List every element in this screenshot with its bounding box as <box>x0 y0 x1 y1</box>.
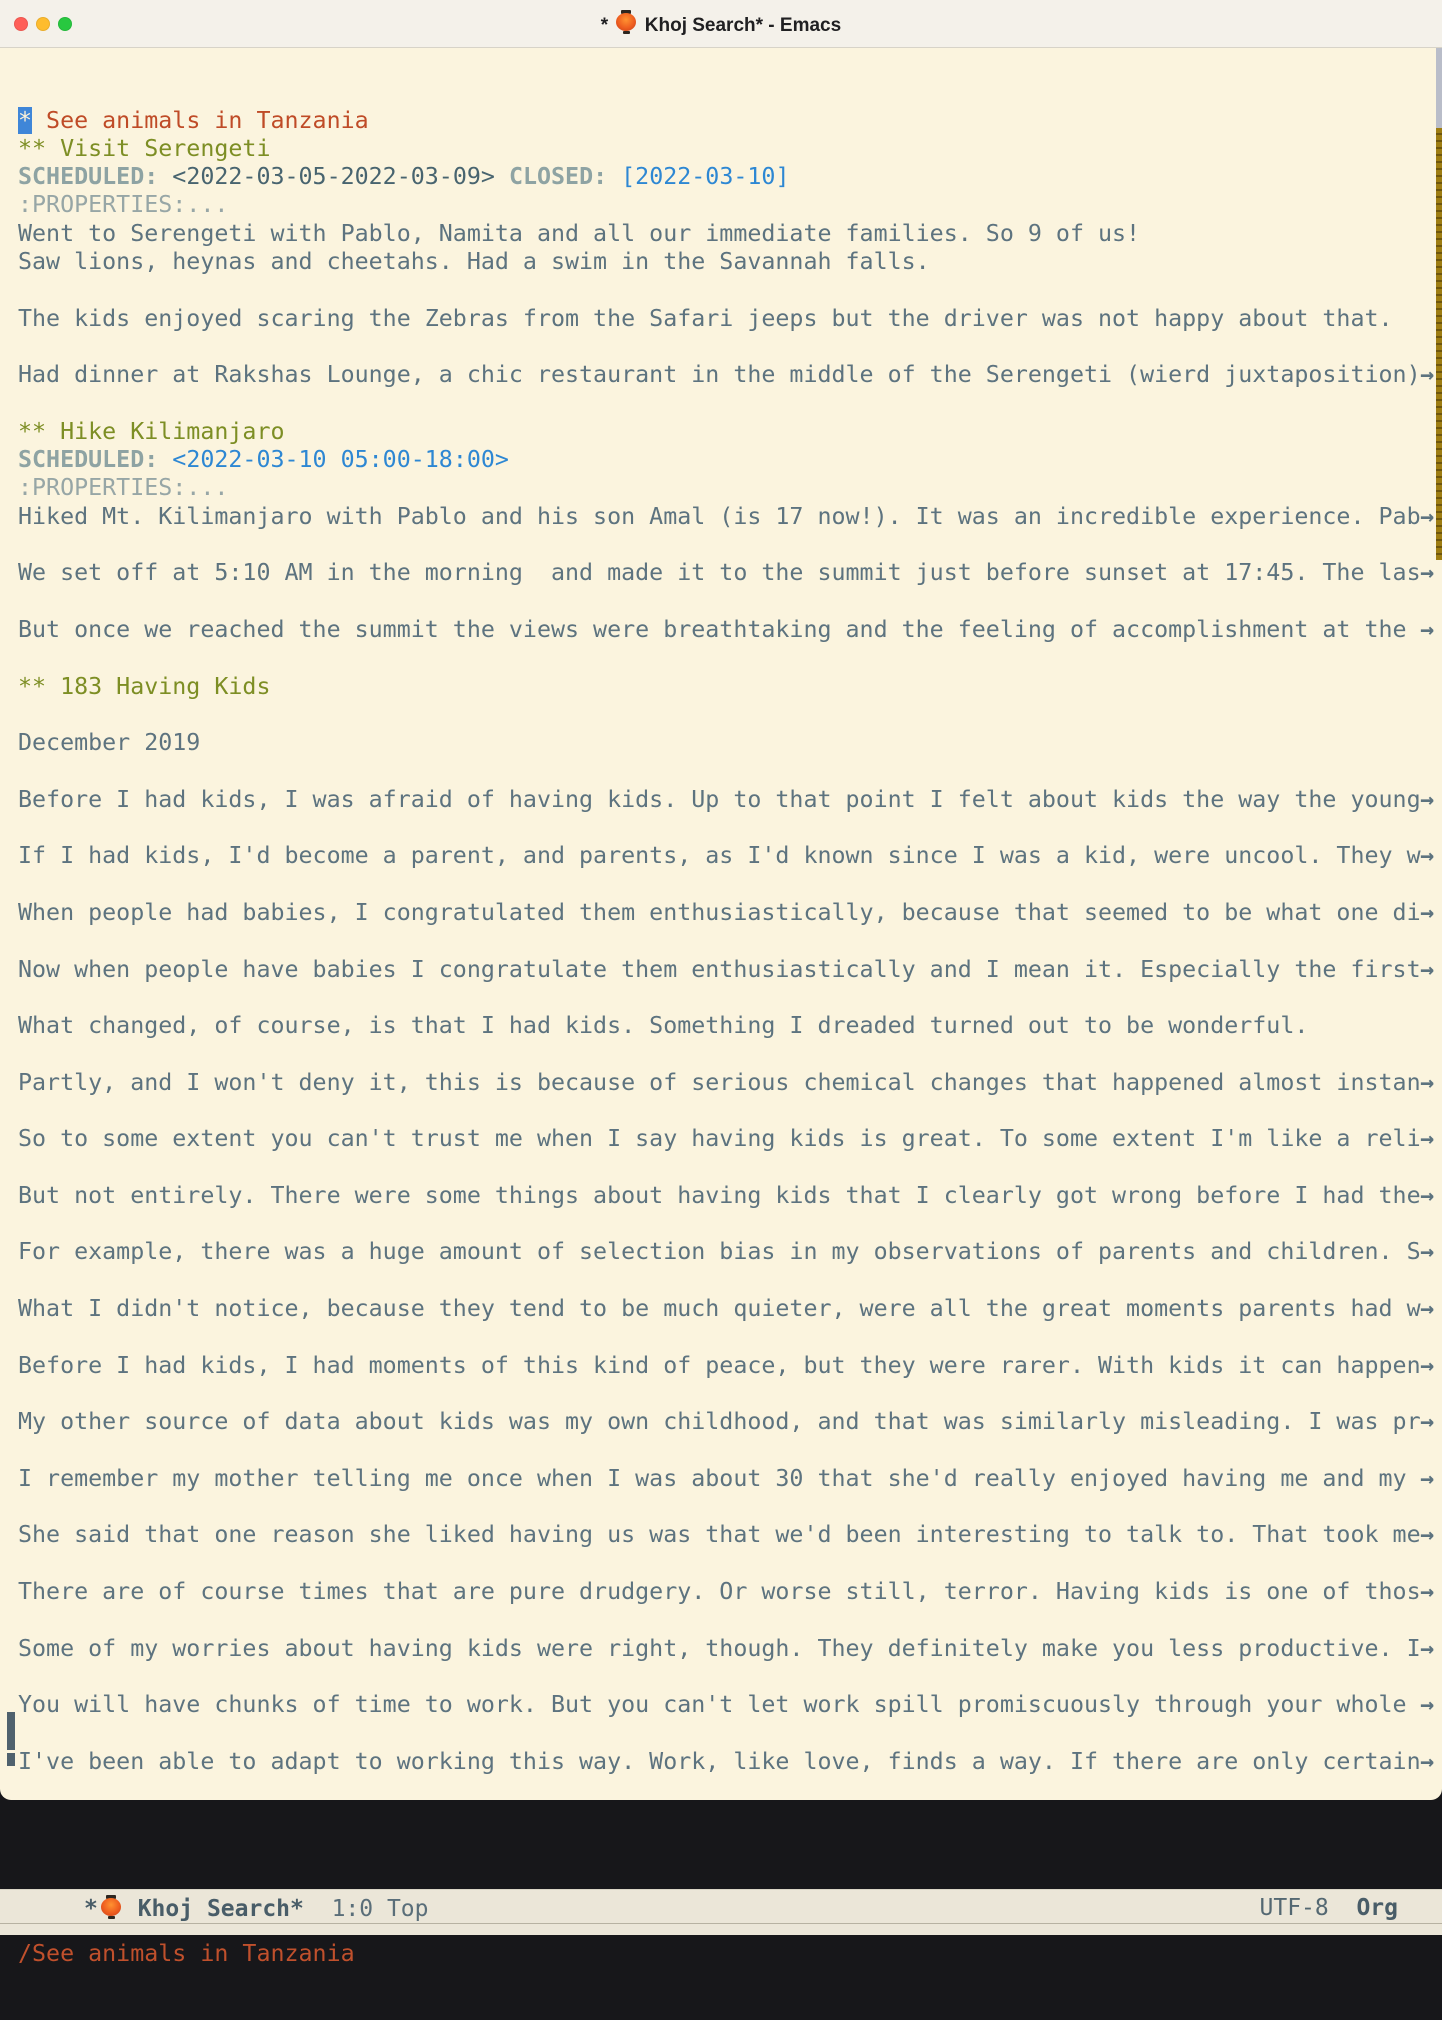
title-bar <box>0 0 1442 48</box>
org-heading-1: See animals in Tanzania <box>32 106 369 134</box>
buffer-line <box>18 248 1442 276</box>
body-text: She said that one reason she liked having us was that we'd been interesting to talk to. That took me <box>18 1521 1421 1549</box>
buffer-line <box>18 899 1442 927</box>
truncation-arrow-icon: → <box>1419 955 1434 983</box>
buffer-line <box>18 1295 1442 1323</box>
body-text: I remember my mother telling me once when I was about 30 that she'd really enjoyed having me and my <box>18 1464 1421 1492</box>
buffer-line <box>18 1040 1442 1068</box>
close-button[interactable] <box>14 17 28 31</box>
truncation-arrow-icon: → <box>1419 1295 1434 1323</box>
buffer-line <box>18 1069 1442 1097</box>
truncation-arrow-icon: → <box>1419 1408 1434 1436</box>
buffer-line <box>18 1521 1442 1549</box>
body-text: Hiked Mt. Kilimanjaro with Pablo and his son Amal (is 17 now!). It was an incredible experience. Pab <box>18 502 1421 530</box>
lantern-icon <box>100 1895 122 1920</box>
org-properties-drawer: :PROPERTIES:... <box>18 191 229 219</box>
mode-line-encoding: UTF-8 <box>1259 1895 1357 1922</box>
buffer-line <box>18 531 1442 559</box>
buffer-line <box>18 135 1442 163</box>
truncation-arrow-icon: → <box>1419 1068 1434 1096</box>
buffer-line <box>18 191 1442 219</box>
right-edge-artifact-top <box>1436 48 1442 128</box>
truncation-arrow-icon: → <box>1419 785 1434 813</box>
cursor: * <box>18 106 33 134</box>
buffer-line <box>18 1465 1442 1493</box>
buffer-line <box>18 1012 1442 1040</box>
buffer-line <box>18 305 1442 333</box>
window-title <box>0 10 1442 37</box>
org-heading-2: ** Hike Kilimanjaro <box>18 417 285 445</box>
mode-line-buffer-name: Khoj Search* <box>123 1896 304 1923</box>
body-text: The kids enjoyed scaring the Zebras from the Safari jeeps but the driver was not happy about that. <box>18 304 1393 332</box>
body-text: I've been able to adapt to working this way. Work, like love, finds a way. If there are only certain <box>18 1747 1421 1775</box>
truncation-arrow-icon: → <box>1419 1521 1434 1549</box>
body-text: My other source of data about kids was my own childhood, and that was similarly misleading. I was pr <box>18 1408 1421 1436</box>
body-text <box>158 163 172 190</box>
buffer-line <box>18 333 1442 361</box>
truncation-arrow-icon: → <box>1419 1691 1434 1719</box>
body-text: Some of my worries about having kids were right, though. They definitely make you less productive. I <box>18 1634 1421 1662</box>
window-title-prefix: * <box>600 15 614 36</box>
truncation-arrow-icon: → <box>1419 1181 1434 1209</box>
minimize-button[interactable] <box>36 17 50 31</box>
buffer-line <box>18 984 1442 1012</box>
buffer-line <box>18 361 1442 389</box>
body-text: Partly, and I won't deny it, this is because of serious chemical changes that happened almost instan <box>18 1068 1421 1096</box>
body-text: For example, there was a huge amount of selection bias in my observations of parents and children. S <box>18 1238 1421 1266</box>
buffer-line <box>18 1154 1442 1182</box>
body-text: Before I had kids, I had moments of this kind of peace, but they were rarer. With kids it can happen <box>18 1351 1421 1379</box>
body-text: Had dinner at Rakshas Lounge, a chic restaurant in the middle of the Serengeti (wierd juxtaposition) <box>18 361 1421 389</box>
buffer-line <box>18 1125 1442 1153</box>
org-properties-drawer: :PROPERTIES:... <box>18 474 229 502</box>
truncation-arrow-icon: → <box>1419 1578 1434 1606</box>
buffer-line <box>18 814 1442 842</box>
truncation-arrow-icon: → <box>1419 615 1434 643</box>
mode-line-position: 1:0 Top <box>303 1896 429 1923</box>
buffer-line <box>18 1210 1442 1238</box>
buffer-line <box>18 1437 1442 1465</box>
body-text: We set off at 5:10 AM in the morning and made it to the summit just before sunset at 17:45. The las <box>18 559 1421 587</box>
buffer-line <box>18 1691 1442 1719</box>
buffer-line <box>18 1238 1442 1266</box>
body-text: December 2019 <box>18 729 201 757</box>
org-timestamp: <2022-03-05-2022-03-09> <box>172 163 495 191</box>
mode-line-rule <box>0 1923 1442 1924</box>
body-text: When people had babies, I congratulated them enthusiastically, because that seemed to be what one di <box>18 898 1421 926</box>
buffer-line <box>18 418 1442 446</box>
buffer-line <box>18 1182 1442 1210</box>
buffer-line <box>18 1606 1442 1634</box>
body-text: There are of course times that are pure drudgery. Or worse still, terror. Having kids is one of thos <box>18 1578 1421 1606</box>
body-text <box>607 163 621 190</box>
buffer-line <box>18 1267 1442 1295</box>
buffer-line <box>18 1578 1442 1606</box>
org-timestamp: [2022-03-10] <box>621 163 790 191</box>
buffer-line <box>18 1550 1442 1578</box>
buffer-line <box>18 701 1442 729</box>
org-heading-2: ** 183 Having Kids <box>18 672 271 700</box>
mode-line-right <box>1260 1895 1398 1921</box>
buffer-line <box>18 956 1442 984</box>
truncation-arrow-icon: → <box>1419 1238 1434 1266</box>
body-text: Saw lions, heynas and cheetahs. Had a swim in the Savannah falls. <box>18 248 930 276</box>
traffic-lights <box>14 0 72 47</box>
truncation-arrow-icon: → <box>1419 842 1434 870</box>
buffer-line <box>18 1408 1442 1436</box>
buffer-line <box>18 673 1442 701</box>
buffer-line <box>18 220 1442 248</box>
mode-line-left <box>84 1895 429 1922</box>
truncation-arrow-icon: → <box>1419 1634 1434 1662</box>
buffer-line <box>18 276 1442 304</box>
buffer-line <box>18 107 1442 135</box>
truncation-arrow-icon: → <box>1419 1125 1434 1153</box>
org-keyword: CLOSED: <box>508 163 608 191</box>
buffer-line <box>18 1380 1442 1408</box>
buffer-line <box>18 842 1442 870</box>
body-text: What I didn't notice, because they tend to be much quieter, were all the great moments parents had w <box>18 1295 1421 1323</box>
body-text: Now when people have babies I congratulate them enthusiastically and I mean it. Especially the first <box>18 955 1421 983</box>
buffer-line <box>18 927 1442 955</box>
body-text <box>495 163 509 190</box>
body-text: Before I had kids, I was afraid of having kids. Up to that point I felt about kids the way the young <box>18 785 1421 813</box>
org-heading-2: ** Visit Serengeti <box>18 134 271 162</box>
buffer-line <box>18 503 1442 531</box>
minibuffer[interactable] <box>0 1935 1442 1973</box>
buffer-line <box>18 1493 1442 1521</box>
minibuffer-query: /See animals in Tanzania <box>18 1940 355 1968</box>
buffer-line <box>18 1352 1442 1380</box>
buffer-line <box>18 163 1442 191</box>
mode-line-major-mode[interactable]: Org <box>1356 1895 1398 1922</box>
truncation-arrow-icon: → <box>1419 1351 1434 1379</box>
truncation-arrow-icon: → <box>1419 1464 1434 1492</box>
truncation-arrow-icon: → <box>1419 898 1434 926</box>
buffer-line <box>18 1323 1442 1351</box>
buffer-line <box>18 1748 1442 1776</box>
body-text: If I had kids, I'd become a parent, and parents, as I'd known since I was a kid, were uncool. They w <box>18 842 1421 870</box>
truncation-arrow-icon: → <box>1419 361 1434 389</box>
buffer-lines <box>18 107 1442 1777</box>
left-edge-scroll-mark <box>7 1753 15 1766</box>
truncation-arrow-icon: → <box>1419 502 1434 530</box>
buffer-line <box>18 474 1442 502</box>
lantern-icon <box>615 10 637 35</box>
buffer-line <box>18 1720 1442 1748</box>
org-buffer[interactable] <box>0 48 1442 1889</box>
buffer-line <box>18 446 1442 474</box>
buffer-line <box>18 644 1442 672</box>
body-text: What changed, of course, is that I had kids. Something I dreaded turned out to be wonderful. <box>18 1012 1309 1040</box>
truncation-arrow-icon: → <box>1419 1747 1434 1775</box>
org-keyword: SCHEDULED: <box>18 446 159 474</box>
buffer-line <box>18 1635 1442 1663</box>
buffer-line <box>18 1663 1442 1691</box>
body-text: Went to Serengeti with Pablo, Namita and all our immediate families. So 9 of us! <box>18 219 1141 247</box>
body-text: But not entirely. There were some things about having kids that I clearly got wrong before I had the <box>18 1181 1421 1209</box>
org-timestamp: <2022-03-10 05:00-18:00> <box>172 446 509 474</box>
mode-line <box>0 1889 1442 1935</box>
truncation-arrow-icon: → <box>1419 559 1434 587</box>
buffer-line <box>18 786 1442 814</box>
buffer-line <box>18 729 1442 757</box>
org-keyword: SCHEDULED: <box>18 163 159 191</box>
body-text: You will have chunks of time to work. But you can't let work spill promiscuously through your whole <box>18 1691 1421 1719</box>
window-title-suffix: Khoj Search* - Emacs <box>639 15 842 36</box>
buffer-line <box>18 559 1442 587</box>
buffer-line <box>18 588 1442 616</box>
buffer-line <box>18 757 1442 785</box>
mode-line-star: * <box>84 1896 98 1923</box>
left-edge-scroll-mark <box>7 1712 15 1750</box>
buffer-line <box>18 616 1442 644</box>
right-edge-artifact-gold <box>1436 128 1442 560</box>
body-text <box>158 446 172 473</box>
buffer-line <box>18 871 1442 899</box>
buffer-line <box>18 390 1442 418</box>
buffer-line <box>18 1097 1442 1125</box>
body-text: But once we reached the summit the views were breathtaking and the feeling of accomplishment at the <box>18 615 1421 643</box>
zoom-button[interactable] <box>58 17 72 31</box>
body-text: So to some extent you can't trust me when I say having kids is great. To some extent I'm like a reli <box>18 1125 1421 1153</box>
